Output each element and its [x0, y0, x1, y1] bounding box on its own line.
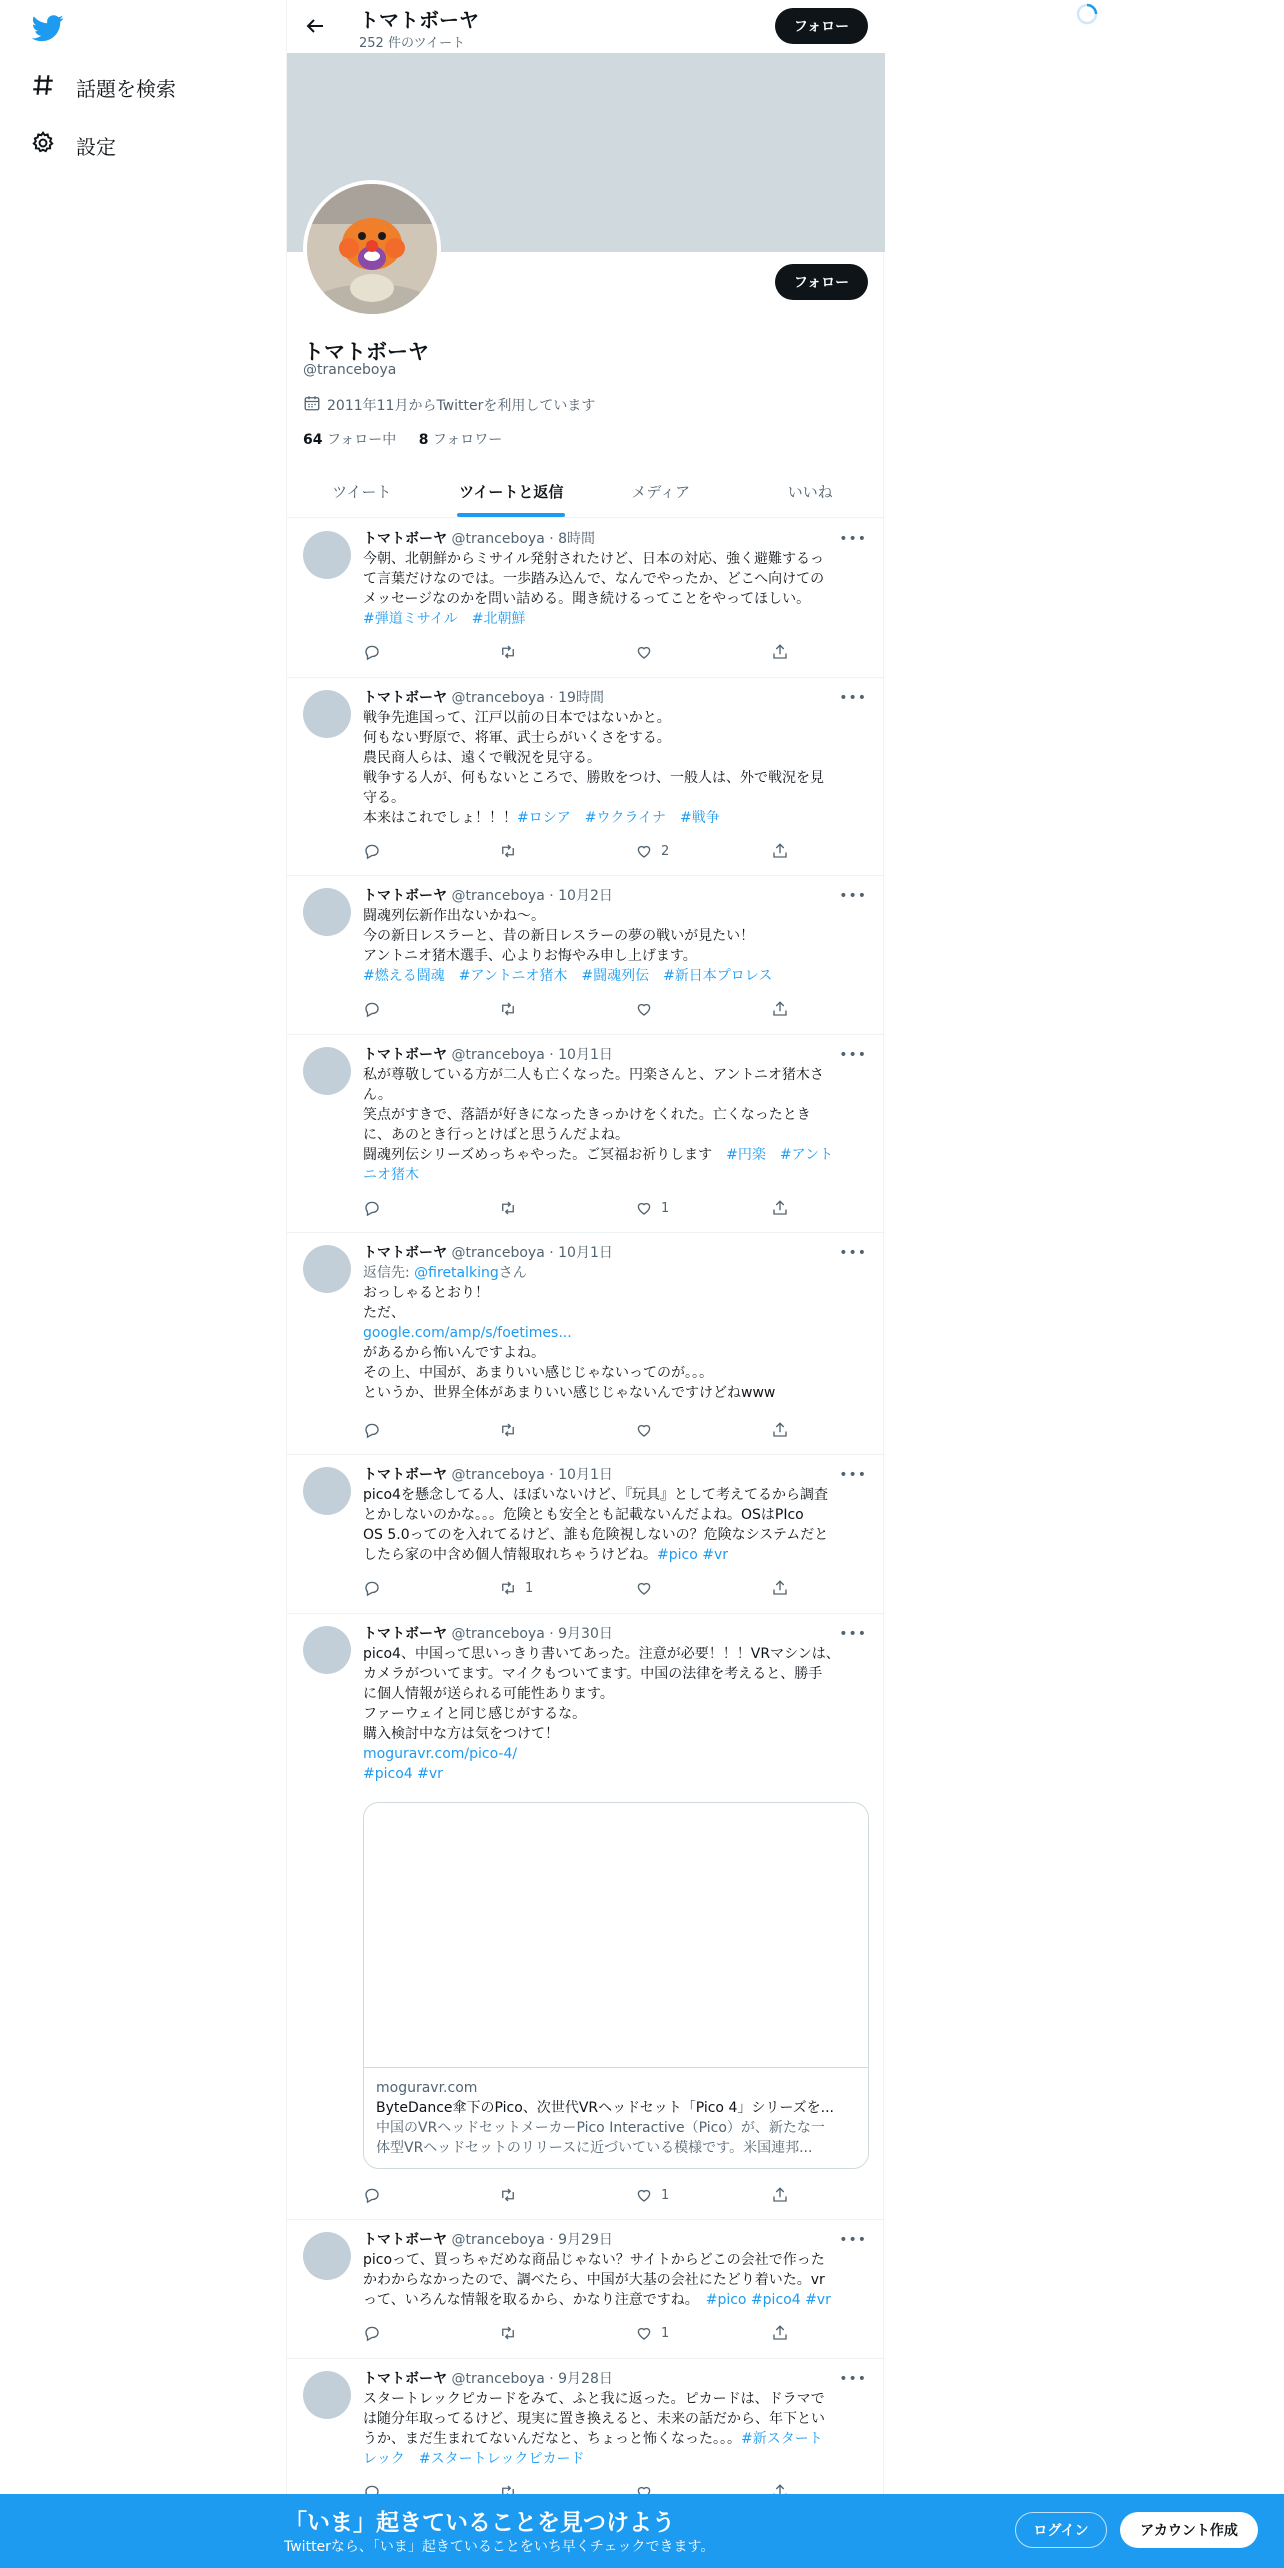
- share-icon: [771, 1421, 789, 1439]
- hashtags[interactable]: #pico4 #vr: [363, 1766, 443, 1782]
- header-tweet-count: 252 件のツイート: [359, 36, 466, 51]
- share-icon: [771, 643, 789, 661]
- reply-button[interactable]: [363, 2324, 381, 2342]
- tweet-header: [363, 1044, 613, 1064]
- tweet[interactable]: [287, 1455, 885, 1614]
- share-icon: [771, 1000, 789, 1018]
- tweet-author-handle[interactable]: @tranceboya: [451, 1467, 545, 1483]
- loading-spinner-icon: [1075, 2, 1099, 26]
- main-column: [286, 0, 884, 2568]
- tweet-avatar[interactable]: [303, 2371, 351, 2419]
- calendar-icon: [303, 394, 321, 416]
- share-icon: [771, 842, 789, 860]
- tweet[interactable]: [287, 519, 885, 678]
- tweet-actions: [363, 1421, 793, 1441]
- share-button[interactable]: [771, 842, 789, 860]
- tab-likes[interactable]: いいね: [787, 483, 833, 501]
- share-button[interactable]: [771, 2324, 789, 2342]
- retweet-count: 1: [525, 1580, 534, 1596]
- retweet-button[interactable]: [499, 1579, 533, 1597]
- more-options-icon[interactable]: •••: [839, 690, 867, 706]
- tweet-line: アントニオ猪木選手、心よりお悔やみ申し上げます。: [363, 948, 697, 964]
- retweet-button[interactable]: [499, 643, 525, 661]
- tweet-line: うか、まだ生まれてないんだなと、ちょっと怖くなった。。。: [363, 2431, 741, 2447]
- tweet-time[interactable]: · 10月2日: [549, 888, 613, 904]
- tweet-author-name[interactable]: トマトボーヤ: [363, 690, 447, 706]
- tweet-header: [363, 687, 604, 707]
- reply-icon: [363, 1199, 381, 1217]
- more-options-icon[interactable]: •••: [839, 2371, 867, 2387]
- tweet-avatar[interactable]: [303, 1626, 351, 1674]
- tweet-line: に個人情報が送られる可能性あります。: [363, 1686, 614, 1702]
- reply-button[interactable]: [363, 1421, 381, 1439]
- profile-handle: @tranceboya: [303, 362, 397, 378]
- tweet-line: 戦争する人が、何もないところで、勝敗をつけ、一般人は、外で戦況を見: [363, 770, 825, 786]
- more-options-icon[interactable]: •••: [839, 1047, 867, 1063]
- tweet-header: [363, 528, 595, 548]
- tweet-header: [363, 1623, 613, 1643]
- tweet-author-name[interactable]: トマトボーヤ: [363, 1245, 447, 1261]
- tweet-time[interactable]: · 9月28日: [549, 2371, 613, 2387]
- share-icon: [771, 2324, 789, 2342]
- tweet-actions: [363, 1000, 793, 1020]
- link-card-desc: 中国のVRヘッドセットメーカーPico Interactive（Pico）が、新たな一: [376, 2120, 825, 2136]
- reply-to-link[interactable]: @firetalking: [414, 1265, 499, 1281]
- tweet-line: ファーウェイと同じ感じがするな。: [363, 1706, 587, 1722]
- tweet-line: 私が尊敬している方が二人も亡くなった。円楽さんと、アントニオ猪木さ: [363, 1067, 824, 1083]
- heart-icon: [635, 1000, 653, 1018]
- tweet-line: というか、世界全体があまりいい感じじゃないんですけどねwww: [363, 1385, 776, 1401]
- reply-button[interactable]: [363, 2186, 381, 2204]
- tweet-author-handle[interactable]: @tranceboya: [451, 1245, 545, 1261]
- more-options-icon[interactable]: •••: [839, 2232, 867, 2248]
- reply-button[interactable]: [363, 1000, 381, 1018]
- tweet-avatar[interactable]: [303, 1245, 351, 1293]
- hashtags[interactable]: ニオ猪木: [363, 1167, 419, 1183]
- like-button[interactable]: [635, 1199, 669, 1217]
- tweet-line: メッセージなのかを問い詰める。聞き続けるってことをやってほしい。: [363, 591, 811, 607]
- tweet-avatar[interactable]: [303, 2232, 351, 2280]
- tweet-author-handle[interactable]: @tranceboya: [451, 1626, 545, 1642]
- tweet-line: ん。: [363, 1087, 392, 1103]
- tweet-author-handle[interactable]: @tranceboya: [451, 531, 545, 547]
- tweet-line: かわからなかったので、調べたら、中国が大基の会社にたどり着いた。vr: [363, 2272, 825, 2288]
- like-count: 1: [661, 2325, 670, 2341]
- heart-icon: [635, 1579, 653, 1597]
- twitter-logo-icon[interactable]: [30, 12, 66, 44]
- more-options-icon[interactable]: •••: [839, 1245, 867, 1261]
- profile-header-bar: [287, 0, 885, 53]
- tweet[interactable]: [287, 1035, 885, 1233]
- retweet-button[interactable]: [499, 2324, 525, 2342]
- like-button[interactable]: [635, 2324, 669, 2342]
- link-card-domain: moguravr.com: [376, 2080, 478, 2096]
- hashtags[interactable]: #pico #vr: [657, 1547, 728, 1563]
- tweet-line: スタートレックピカードをみて、ふと我に返った。ピカードは、ドラマで: [363, 2391, 825, 2407]
- reply-prefix: 返信先:: [363, 1265, 415, 1281]
- reply-icon: [363, 643, 381, 661]
- hashtags[interactable]: #円楽 #アント: [726, 1147, 834, 1163]
- hashtags[interactable]: #燃える闘魂 #アントニオ猪木 #闘魂列伝 #新日本プロレス: [363, 968, 773, 984]
- tweet-actions: [363, 1579, 793, 1599]
- tweet-avatar[interactable]: [303, 1047, 351, 1095]
- tweet-line: OS 5.0ってのを入れてるけど、誰も危険視しないの？危険なシステムだと: [363, 1527, 829, 1543]
- tweet-line: picoって、買っちゃだめな商品じゃない？サイトからどこの会社で作った: [363, 2252, 825, 2268]
- tweet-line: カメラがついてます。マイクもついてます。中国の法律を考えると、勝手: [363, 1666, 823, 1682]
- tweet-author-name[interactable]: トマトボーヤ: [363, 1626, 447, 1642]
- reply-button[interactable]: [363, 1199, 381, 1217]
- tweet-author-handle[interactable]: @tranceboya: [451, 690, 545, 706]
- tweet-actions: [363, 643, 793, 663]
- tweet-line: 購入検討中な方は気をつけて！: [363, 1726, 559, 1742]
- tweet-text: [363, 1065, 869, 1185]
- profile-name: トマトボーヤ: [303, 340, 429, 364]
- following-count: 64: [303, 432, 323, 448]
- login-button[interactable]: ログイン: [1015, 2512, 1107, 2548]
- sidebar-item-label: 設定: [76, 135, 116, 159]
- tweet-line: に、あのとき行っとけばと思うんだよね。: [363, 1127, 629, 1143]
- hashtags[interactable]: #弾道ミサイル #北朝鮮: [363, 611, 526, 627]
- tweet-author-name[interactable]: トマトボーヤ: [363, 531, 447, 547]
- reply-context: [363, 1263, 869, 1283]
- more-options-icon[interactable]: •••: [839, 888, 867, 904]
- tweet-time[interactable]: · 10月1日: [549, 1245, 613, 1261]
- reply-button[interactable]: [363, 643, 381, 661]
- reply-icon: [363, 1421, 381, 1439]
- tweet-author-handle[interactable]: @tranceboya: [451, 1047, 545, 1063]
- retweet-icon: [499, 643, 517, 661]
- reply-icon: [363, 1000, 381, 1018]
- reply-suffix: さん: [498, 1265, 527, 1281]
- footer-subtitle: Twitterなら、「いま」起きていることをいち早くチェックできます。: [284, 2539, 715, 2555]
- profile-follow-stats: [303, 429, 502, 449]
- tweet-text: [363, 708, 869, 828]
- tweet-avatar[interactable]: [303, 1467, 351, 1515]
- followers-label: フォロワー: [432, 432, 503, 448]
- tweet-line: その上、中国が、あまりいい感じじゃないってのが。。。: [363, 1365, 713, 1381]
- signup-footer-bar: [0, 2494, 1284, 2568]
- tweet-author-name[interactable]: トマトボーヤ: [363, 888, 447, 904]
- more-options-icon[interactable]: •••: [839, 531, 867, 547]
- like-button[interactable]: [635, 643, 661, 661]
- tweet-line: 農民商人らは、遠くで戦況を見守る。: [363, 750, 601, 766]
- tweet-line: があるから怖いんですよね。: [363, 1345, 545, 1361]
- tweet-text: [363, 1485, 869, 1565]
- more-options-icon[interactable]: •••: [839, 1626, 867, 1642]
- profile-avatar[interactable]: [303, 180, 441, 318]
- like-button[interactable]: [635, 2186, 669, 2204]
- footer-title: 「いま」起きていることを見つけよう: [284, 2510, 675, 2536]
- tweet-line: おっしゃるとおり！: [363, 1285, 489, 1301]
- tab-tweets[interactable]: ツイート: [332, 483, 392, 501]
- tweet-header: [363, 2229, 613, 2249]
- tweet-line: て言葉だけなのでは。一歩踏み込んで、なんでやったか、どこへ向けての: [363, 571, 825, 587]
- tweet-author-handle[interactable]: @tranceboya: [451, 2232, 545, 2248]
- tweet-author-handle[interactable]: @tranceboya: [451, 888, 545, 904]
- heart-icon: [635, 643, 653, 661]
- tab-media[interactable]: メディア: [631, 483, 691, 501]
- header-title: トマトボーヤ: [359, 10, 479, 32]
- tweet-author-name[interactable]: トマトボーヤ: [363, 1047, 447, 1063]
- tweet-author-handle[interactable]: @tranceboya: [451, 2371, 545, 2387]
- tweet-header: [363, 2368, 613, 2388]
- more-options-icon[interactable]: •••: [839, 1467, 867, 1483]
- tweet-header: [363, 885, 613, 905]
- tweet-time[interactable]: · 10月1日: [549, 1467, 613, 1483]
- tweet-line: 何もない野原で、将軍、武士らがいくさをする。: [363, 730, 671, 746]
- tweet-avatar[interactable]: [303, 888, 351, 936]
- tweet-actions: [363, 2324, 793, 2344]
- reply-button[interactable]: [363, 842, 381, 860]
- share-icon: [771, 1579, 789, 1597]
- like-button[interactable]: [635, 842, 669, 860]
- tweet-line: pico4を懸念してる人、ほぼいないけど、『玩具』として考えてるから調査: [363, 1487, 828, 1503]
- profile-tabs: [287, 466, 885, 518]
- tweet-time[interactable]: · 9月29日: [549, 2232, 613, 2248]
- heart-icon: [635, 1199, 653, 1217]
- tweet-line: 守る。: [363, 790, 405, 806]
- tweet-line: pico4、中国って思いっきり書いてあった。注意が必要！！！VRマシンは、: [363, 1646, 840, 1662]
- link-card-image: [364, 1803, 868, 2068]
- share-icon: [771, 1199, 789, 1217]
- hashtags[interactable]: レック #スタートレックピカード: [363, 2451, 585, 2467]
- heart-icon: [635, 2324, 653, 2342]
- retweet-button[interactable]: [499, 2186, 525, 2204]
- reply-icon: [363, 2186, 381, 2204]
- tweet-time[interactable]: · 9月30日: [549, 1626, 613, 1642]
- tweet-link[interactable]: moguravr.com/pico-4/: [363, 1746, 518, 1762]
- tweet-time[interactable]: · 19時間: [549, 690, 604, 706]
- sidebar-item-label: 話題を検索: [76, 77, 176, 101]
- tweet-text: [363, 2250, 869, 2310]
- tweet-text: [363, 1644, 869, 1784]
- hashtags[interactable]: #新スタート: [741, 2431, 823, 2447]
- sidebar-item-settings[interactable]: [30, 130, 116, 161]
- followers-link[interactable]: [419, 432, 503, 448]
- tweet-link[interactable]: google.com/amp/s/foetimes...: [363, 1325, 572, 1341]
- share-icon: [771, 2186, 789, 2204]
- like-button[interactable]: [635, 1579, 661, 1597]
- tweet[interactable]: [287, 1233, 885, 1455]
- tweet-line: 笑点がすきで、落語が好きになったきっかけをくれた。亡くなったとき: [363, 1107, 811, 1123]
- share-button[interactable]: [771, 2186, 789, 2204]
- hashtag-icon: [30, 72, 56, 103]
- tweet[interactable]: [287, 2220, 885, 2359]
- tweet-text: [363, 906, 869, 986]
- link-card-title: ByteDance傘下のPico、次世代VRヘッドセット「Pico 4」シリーズを...: [376, 2100, 835, 2116]
- tab-tweets-and-replies[interactable]: ツイートと返信: [437, 466, 587, 517]
- following-link[interactable]: [303, 432, 396, 448]
- tweet-line: したら家の中含め個人情報取れちゃうけどね。: [363, 1547, 657, 1563]
- tweet-header: [363, 1464, 613, 1484]
- retweet-button[interactable]: [499, 1199, 525, 1217]
- retweet-icon: [499, 1579, 517, 1597]
- tweet-text: [363, 1263, 869, 1403]
- share-button[interactable]: [771, 1421, 789, 1439]
- tweet[interactable]: [287, 1614, 885, 2220]
- share-button[interactable]: [771, 1579, 789, 1597]
- link-card[interactable]: [363, 1802, 869, 2169]
- profile-joined: [303, 394, 595, 416]
- reply-icon: [363, 842, 381, 860]
- heart-icon: [635, 842, 653, 860]
- share-button[interactable]: [771, 643, 789, 661]
- retweet-icon: [499, 2324, 517, 2342]
- tweet-avatar[interactable]: [303, 690, 351, 738]
- heart-icon: [635, 1421, 653, 1439]
- like-count: 1: [661, 2187, 670, 2203]
- tweet-time[interactable]: · 10月1日: [549, 1047, 613, 1063]
- tweet-header: [363, 1242, 613, 1262]
- header-follow-button[interactable]: フォロー: [775, 8, 868, 44]
- reply-icon: [363, 2324, 381, 2342]
- retweet-button[interactable]: [499, 1421, 525, 1439]
- tweet-avatar[interactable]: [303, 531, 351, 579]
- tweet-line: ただ、: [363, 1305, 405, 1321]
- retweet-icon: [499, 2186, 517, 2204]
- tweet-line: 今朝、北朝鮮からミサイル発射されたけど、日本の対応、強く避難するっ: [363, 551, 825, 567]
- tweet-line: 闘魂列伝シリーズめっちゃやった。ご冥福お祈りします: [363, 1147, 727, 1163]
- tweet[interactable]: [287, 876, 885, 1035]
- share-button[interactable]: [771, 1199, 789, 1217]
- reply-icon: [363, 1579, 381, 1597]
- share-button[interactable]: [771, 1000, 789, 1018]
- tweet-actions: [363, 842, 793, 862]
- sidebar-item-explore[interactable]: [30, 72, 176, 103]
- reply-button[interactable]: [363, 1579, 381, 1597]
- tweet-time[interactable]: · 8時間: [549, 531, 596, 547]
- tweet-author-name[interactable]: トマトボーヤ: [363, 2371, 447, 2387]
- profile-follow-button[interactable]: フォロー: [775, 264, 868, 300]
- retweet-button[interactable]: [499, 1000, 525, 1018]
- tweet-author-name[interactable]: トマトボーヤ: [363, 1467, 447, 1483]
- tweet-line: 戦争先進国って、江戸以前の日本ではないかと。: [363, 710, 671, 726]
- tweet-line: 今の新日レスラーと、昔の新日レスラーの夢の戦いが見たい！: [363, 928, 755, 944]
- tweet-line: って、いろんな情報を取るから、かなり注意ですね。: [363, 2292, 706, 2308]
- profile-joined-text: 2011年11月からTwitterを利用しています: [327, 398, 596, 414]
- tweet-text: [363, 549, 869, 629]
- like-count: 1: [661, 1200, 670, 1216]
- like-count: 2: [661, 843, 670, 859]
- tweet[interactable]: [287, 678, 885, 876]
- following-label: フォロー中: [326, 432, 397, 448]
- hashtags[interactable]: #pico #pico4 #vr: [705, 2292, 831, 2308]
- tweet-actions: [363, 2186, 793, 2206]
- hashtags[interactable]: #ロシア #ウクライナ #戦争: [517, 810, 720, 826]
- retweet-icon: [499, 842, 517, 860]
- retweet-button[interactable]: [499, 842, 525, 860]
- signup-button[interactable]: アカウント作成: [1120, 2512, 1258, 2548]
- retweet-icon: [499, 1000, 517, 1018]
- like-button[interactable]: [635, 1000, 661, 1018]
- tweet-author-name[interactable]: トマトボーヤ: [363, 2232, 447, 2248]
- link-card-desc: 体型VRヘッドセットのリリースに近づいている模様です。米国連邦...: [376, 2140, 813, 2156]
- back-arrow-icon[interactable]: [303, 14, 327, 38]
- like-button[interactable]: [635, 1421, 661, 1439]
- retweet-icon: [499, 1421, 517, 1439]
- retweet-icon: [499, 1199, 517, 1217]
- tweet-text: [363, 2389, 869, 2469]
- heart-icon: [635, 2186, 653, 2204]
- link-card-text: [364, 2068, 868, 2168]
- gear-icon: [30, 130, 56, 161]
- followers-count: 8: [418, 432, 429, 448]
- tweet-line: 闘魂列伝新作出ないかね〜。: [363, 908, 545, 924]
- tweet-actions: [363, 1199, 793, 1219]
- tweet-line: とかしないのかな。。。危険とも安全とも記載ないんだよね。OSはPIco: [363, 1507, 804, 1523]
- tweet-line: 本来はこれでしょ！！！: [363, 810, 517, 826]
- tweet-line: は随分年取ってるけど、現実に置き換えると、未来の話だから、年下とい: [363, 2411, 825, 2427]
